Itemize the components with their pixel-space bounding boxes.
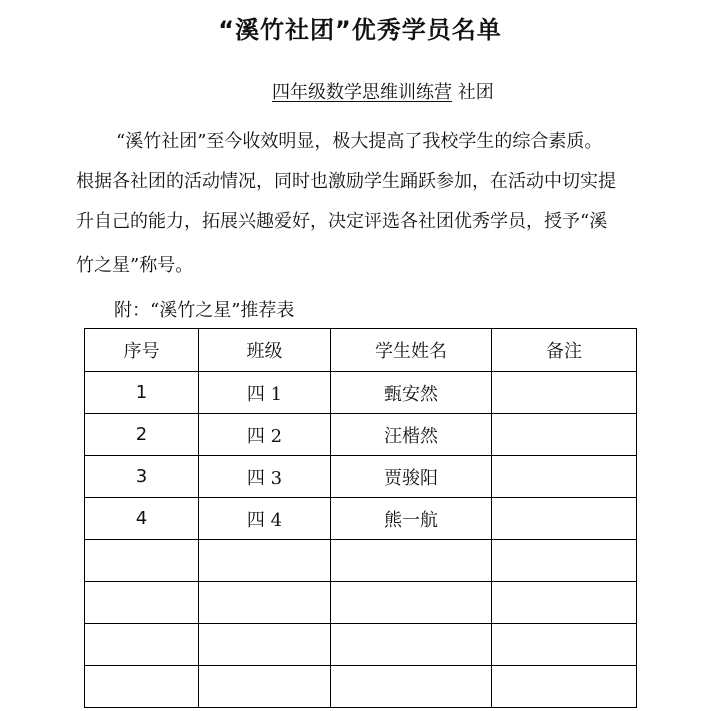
club-suffix: 社团	[457, 82, 494, 103]
table-row	[85, 414, 637, 456]
cell-number	[85, 624, 199, 666]
table-row	[85, 624, 637, 666]
table-row	[85, 456, 637, 498]
cell-number	[85, 582, 199, 624]
header-cell-class: 班级	[199, 329, 331, 372]
cell-number: 4	[85, 498, 199, 540]
cell-remarks	[492, 372, 637, 414]
club-name: 四年级数学思维训练营	[272, 82, 452, 103]
header-cell-number: 序号	[85, 329, 199, 372]
club-name-line	[272, 78, 494, 104]
cell-number	[85, 666, 199, 708]
cell-student-name	[331, 540, 492, 582]
table-header-row	[85, 329, 637, 372]
cell-number: 3	[85, 456, 199, 498]
appendix-caption: 附：“溪竹之星”推荐表	[114, 300, 295, 321]
cell-number: 1	[85, 372, 199, 414]
table-row	[85, 372, 637, 414]
cell-class	[199, 582, 331, 624]
cell-remarks	[492, 498, 637, 540]
cell-number	[85, 540, 199, 582]
cell-remarks	[492, 456, 637, 498]
cell-student-name	[331, 582, 492, 624]
cell-class	[199, 624, 331, 666]
paragraph-line: 升自己的能力，拓展兴趣爱好，决定评选各社团优秀学员，授予“溪	[76, 211, 608, 232]
cell-remarks	[492, 540, 637, 582]
paragraph-line: 竹之星”称号。	[76, 255, 194, 276]
cell-remarks	[492, 582, 637, 624]
table-row	[85, 666, 637, 708]
cell-class: 四 2	[199, 414, 331, 456]
cell-remarks	[492, 666, 637, 708]
cell-class: 四 3	[199, 456, 331, 498]
paragraph-line: 根据各社团的活动情况，同时也激励学生踊跃参加，在活动中切实提	[76, 171, 616, 192]
cell-student-name	[331, 666, 492, 708]
cell-student-name: 贾骏阳	[331, 456, 492, 498]
header-cell-student-name: 学生姓名	[331, 329, 492, 372]
cell-class	[199, 666, 331, 708]
cell-remarks	[492, 624, 637, 666]
cell-student-name: 汪楷然	[331, 414, 492, 456]
cell-student-name: 熊一航	[331, 498, 492, 540]
cell-class	[199, 540, 331, 582]
cell-student-name	[331, 624, 492, 666]
header-cell-remarks: 备注	[492, 329, 637, 372]
cell-class: 四 4	[199, 498, 331, 540]
table-row	[85, 540, 637, 582]
cell-remarks	[492, 414, 637, 456]
table-row	[85, 582, 637, 624]
paragraph-line: “溪竹社团”至今收效明显，极大提高了我校学生的综合素质。	[116, 131, 603, 152]
document-title: “溪竹社团”优秀学员名单	[218, 16, 502, 44]
cell-student-name: 甄安然	[331, 372, 492, 414]
cell-class: 四 1	[199, 372, 331, 414]
recommendation-table	[84, 328, 637, 708]
table-row	[85, 498, 637, 540]
cell-number: 2	[85, 414, 199, 456]
